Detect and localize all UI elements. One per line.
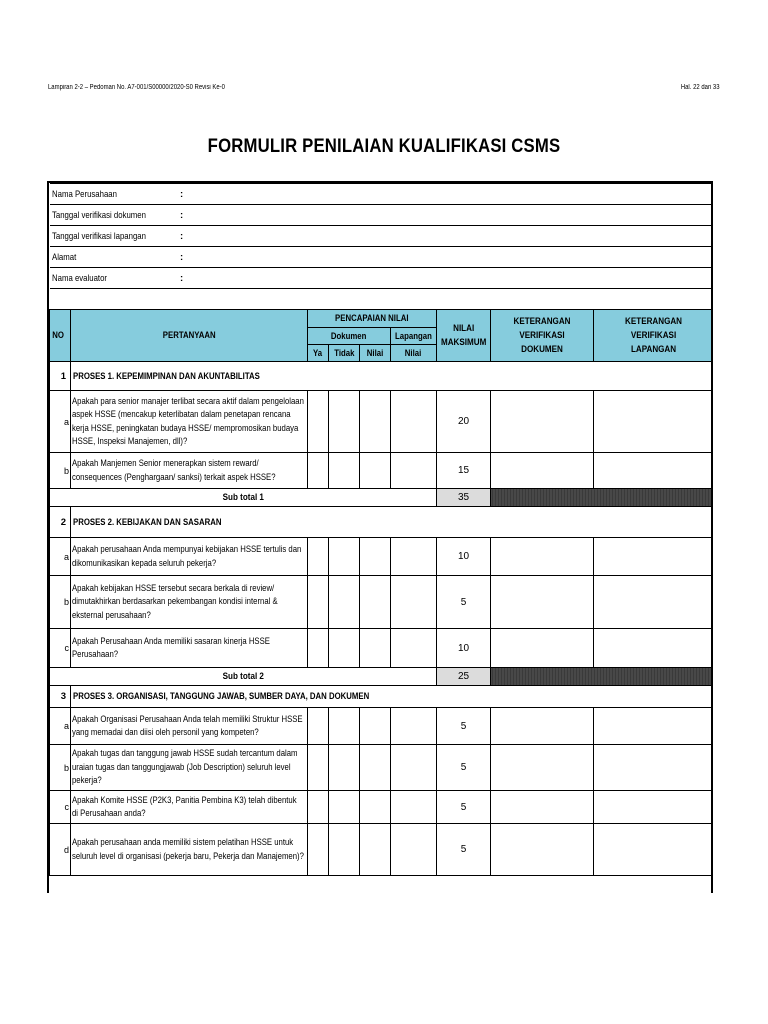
max-score: 5	[437, 824, 491, 876]
evaluator-name-field[interactable]	[308, 268, 713, 289]
question-text: Apakah para senior manajer terlibat secara aktif dalam pengelolaan aspek HSSE (mencakup keterlibatan dalam penetapan rencana kerja HSSE, peningkatan budaya HSSE/ mempromosikan budaya HSSE, Inspeksi Manajemen, dll)?	[72, 395, 304, 446]
doc-score-cell[interactable]	[360, 708, 391, 745]
company-name-field[interactable]	[308, 184, 713, 205]
section-1	[50, 362, 714, 507]
doc-notes-cell[interactable]	[491, 629, 594, 668]
doc-score-cell[interactable]	[360, 538, 391, 576]
yes-cell[interactable]	[308, 824, 329, 876]
question-letter: a	[50, 708, 71, 745]
info-label: Nama Perusahaan	[51, 188, 117, 200]
assessment-form	[47, 181, 713, 893]
subtotal-shaded	[491, 668, 713, 686]
info-colon: :	[180, 230, 184, 242]
header-achievement: PENCAPAIAN NILAI	[335, 313, 409, 324]
doc-score-cell[interactable]	[360, 453, 391, 489]
subtotal-shaded	[491, 489, 713, 507]
field-score-cell[interactable]	[391, 538, 437, 576]
question-text: Apakah Manjemen Senior menerapkan sistem reward/ consequences (Penghargaan/ sanksi) terkait aspek HSSE?	[72, 458, 276, 482]
doc-verification-date-field[interactable]	[308, 205, 713, 226]
header-doc-notes-line2: VERIFIKASI DOKUMEN	[519, 329, 565, 355]
section-title: PROSES 2. KEBIJAKAN DAN SASARAN	[73, 516, 222, 528]
subtotal-label: Sub total 2	[222, 671, 264, 682]
info-label: Alamat	[51, 251, 76, 263]
question-letter: a	[50, 391, 71, 453]
question-text: Apakah perusahaan anda memiliki sistem pelatihan HSSE untuk seluruh level di organisasi (pekerja baru, Pekerja dan Manajemen)?	[72, 837, 304, 861]
field-score-cell[interactable]	[391, 629, 437, 668]
question-text: Apakah Organisasi Perusahaan Anda telah memiliki Struktur HSSE yang memadai dan diisi oleh personil yang kompeten?	[72, 713, 303, 737]
field-score-cell[interactable]	[391, 453, 437, 489]
question-text: Apakah Komite HSSE (P2K3, Panitia Pembina K3) telah dibentuk di Perusahaan anda?	[72, 794, 297, 818]
no-cell[interactable]	[329, 824, 360, 876]
field-score-cell[interactable]	[391, 745, 437, 791]
subtotal-row	[50, 668, 714, 686]
header-no: NO	[52, 330, 64, 341]
yes-cell[interactable]	[308, 538, 329, 576]
header-no-answer: Tidak	[333, 347, 355, 359]
field-notes-cell[interactable]	[594, 629, 713, 668]
section-2	[50, 507, 714, 686]
section-number: 3	[50, 686, 71, 708]
field-score-cell[interactable]	[391, 791, 437, 824]
info-row-evaluator	[50, 268, 714, 289]
doc-notes-cell[interactable]	[491, 824, 594, 876]
question-row	[50, 576, 714, 629]
max-score: 5	[437, 791, 491, 824]
section-3	[50, 686, 714, 876]
address-field[interactable]	[308, 247, 713, 268]
info-colon: :	[180, 209, 184, 221]
yes-cell[interactable]	[308, 708, 329, 745]
yes-cell[interactable]	[308, 391, 329, 453]
field-notes-cell[interactable]	[594, 576, 713, 629]
table-header	[50, 310, 714, 362]
max-score: 5	[437, 576, 491, 629]
header-field-notes-line2: LAPANGAN	[630, 343, 677, 355]
no-cell[interactable]	[329, 745, 360, 791]
no-cell[interactable]	[329, 708, 360, 745]
yes-cell[interactable]	[308, 453, 329, 489]
company-info	[50, 184, 714, 289]
question-letter: b	[50, 745, 71, 791]
header-document: Dokumen	[331, 330, 367, 342]
field-score-cell[interactable]	[391, 391, 437, 453]
question-row	[50, 629, 714, 668]
doc-notes-cell[interactable]	[491, 391, 594, 453]
question-letter: a	[50, 538, 71, 576]
field-verification-date-field[interactable]	[308, 226, 713, 247]
question-row	[50, 391, 714, 453]
doc-notes-cell[interactable]	[491, 453, 594, 489]
max-score: 5	[437, 745, 491, 791]
doc-notes-cell[interactable]	[491, 745, 594, 791]
field-notes-cell[interactable]	[594, 453, 713, 489]
question-row	[50, 824, 714, 876]
form-title: FORMULIR PENILAIAN KUALIFIKASI CSMS	[207, 136, 561, 157]
question-text: Apakah Perusahaan Anda memiliki sasaran kinerja HSSE Perusahaan?	[72, 635, 270, 659]
yes-cell[interactable]	[308, 576, 329, 629]
no-cell[interactable]	[329, 538, 360, 576]
section-number: 1	[50, 362, 71, 391]
max-score: 20	[437, 391, 491, 453]
field-notes-cell[interactable]	[594, 391, 713, 453]
header-field-notes-line1: KETERANGAN VERIFIKASI	[625, 315, 683, 341]
yes-cell[interactable]	[308, 745, 329, 791]
info-colon: :	[180, 188, 184, 200]
no-cell[interactable]	[329, 391, 360, 453]
info-label: Tanggal verifikasi dokumen	[51, 209, 146, 221]
form-table	[49, 183, 713, 876]
doc-score-cell[interactable]	[360, 576, 391, 629]
spacer-row	[50, 289, 714, 310]
page-number: Hal. 22 dari 33	[681, 84, 720, 91]
doc-score-cell[interactable]	[360, 745, 391, 791]
question-letter: d	[50, 824, 71, 876]
section-title: PROSES 3. ORGANISASI, TANGGUNG JAWAB, SUMBER DAYA, DAN DOKUMEN	[73, 691, 370, 702]
header-max-score-line1: NILAI	[453, 322, 475, 334]
subtotal-label: Sub total 1	[222, 492, 264, 503]
field-notes-cell[interactable]	[594, 791, 713, 824]
no-cell[interactable]	[329, 576, 360, 629]
field-notes-cell[interactable]	[594, 824, 713, 876]
doc-notes-cell[interactable]	[491, 538, 594, 576]
question-text: Apakah kebijakan HSSE tersebut secara berkala di review/ dimutakhirkan berdasarkan pekembangan kondisi internal & eksternal perusahaan?	[72, 582, 278, 620]
doc-score-cell[interactable]	[360, 629, 391, 668]
doc-score-cell[interactable]	[360, 791, 391, 824]
no-cell[interactable]	[329, 629, 360, 668]
question-row	[50, 453, 714, 489]
field-score-cell[interactable]	[391, 576, 437, 629]
subtotal-row	[50, 489, 714, 507]
question-letter: c	[50, 791, 71, 824]
info-row-company	[50, 184, 714, 205]
doc-score-cell[interactable]	[360, 391, 391, 453]
header-question: PERTANYAAN	[162, 330, 216, 341]
field-notes-cell[interactable]	[594, 708, 713, 745]
section-title: PROSES 1. KEPEMIMPINAN DAN AKUNTABILITAS	[73, 370, 260, 382]
subtotal-value: 25	[437, 668, 491, 686]
max-score: 10	[437, 538, 491, 576]
field-notes-cell[interactable]	[594, 745, 713, 791]
question-text: Apakah tugas dan tanggung jawab HSSE sudah tercantum dalam uraian tugas dan tanggungjawab (Job Description) seluruh level pekerja?	[72, 748, 298, 786]
info-row-doc-date	[50, 205, 714, 226]
doc-notes-cell[interactable]	[491, 791, 594, 824]
subtotal-value: 35	[437, 489, 491, 507]
max-score: 10	[437, 629, 491, 668]
max-score: 15	[437, 453, 491, 489]
section-number: 2	[50, 507, 71, 538]
info-label: Nama evaluator	[51, 272, 107, 284]
question-row	[50, 708, 714, 745]
document-header-left: Lampiran 2-2 – Pedoman No. A7-001/S00000/2020-S0 Revisi Ke-0	[48, 84, 225, 91]
field-notes-cell[interactable]	[594, 538, 713, 576]
doc-notes-cell[interactable]	[491, 576, 594, 629]
header-max-score-line2: MAKSIMUM	[441, 336, 487, 348]
field-score-cell[interactable]	[391, 824, 437, 876]
header-doc-notes-line1: KETERANGAN	[513, 315, 571, 327]
question-text: Apakah perusahaan Anda mempunyai kebijakan HSSE tertulis dan dikomunikasikan kepada seluruh pekerja?	[72, 544, 302, 568]
info-row-address	[50, 247, 714, 268]
header-yes: Ya	[313, 347, 323, 359]
field-score-cell[interactable]	[391, 708, 437, 745]
info-row-field-date	[50, 226, 714, 247]
question-row	[50, 791, 714, 824]
header-field-score: Nilai	[405, 347, 422, 359]
info-colon: :	[180, 251, 184, 263]
question-row	[50, 745, 714, 791]
doc-notes-cell[interactable]	[491, 708, 594, 745]
question-letter: c	[50, 629, 71, 668]
no-cell[interactable]	[329, 453, 360, 489]
yes-cell[interactable]	[308, 791, 329, 824]
doc-score-cell[interactable]	[360, 824, 391, 876]
info-label: Tanggal verifikasi lapangan	[51, 230, 146, 242]
question-row	[50, 538, 714, 576]
info-colon: :	[180, 272, 184, 284]
header-doc-score: Nilai	[366, 347, 384, 359]
question-letter: b	[50, 453, 71, 489]
header-field: Lapangan	[395, 330, 432, 342]
max-score: 5	[437, 708, 491, 745]
no-cell[interactable]	[329, 791, 360, 824]
yes-cell[interactable]	[308, 629, 329, 668]
question-letter: b	[50, 576, 71, 629]
